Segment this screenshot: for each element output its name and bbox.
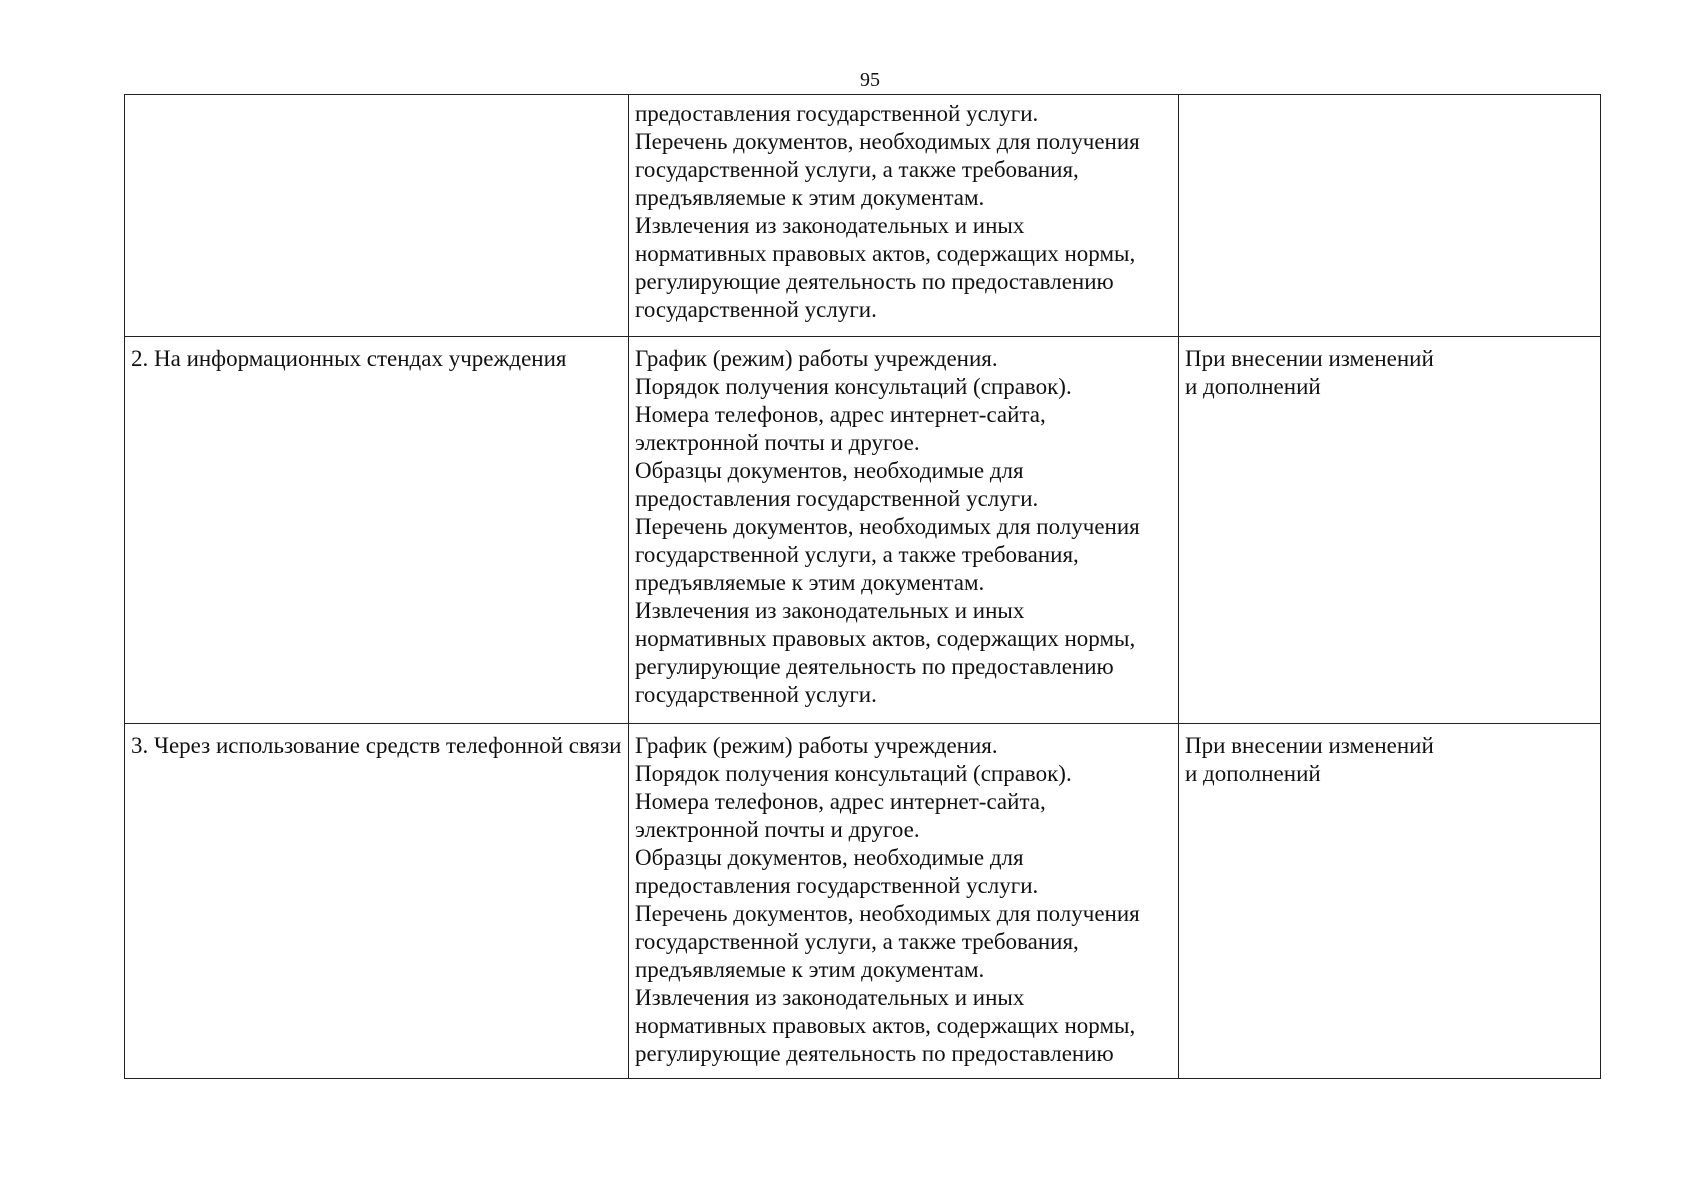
page-number: 95: [860, 69, 880, 91]
content-line: предъявляемые к этим документам.: [635, 570, 985, 595]
content-line: предоставления государственной услуги.: [635, 101, 1039, 126]
content-line: государственной услуги, а также требования,: [635, 542, 1079, 567]
update-frequency-line: и дополнений: [1185, 374, 1321, 399]
content-line: электронной почты и другое.: [635, 430, 920, 455]
content-line: предъявляемые к этим документам.: [635, 185, 985, 210]
content-line: нормативных правовых актов, содержащих нормы,: [635, 1013, 1136, 1038]
table-row: [125, 724, 1601, 1079]
content-line: Перечень документов, необходимых для получения: [635, 514, 1140, 539]
content-line: Порядок получения консультаций (справок).: [635, 761, 1072, 786]
table-row: [125, 95, 1601, 337]
content-line: Перечень документов, необходимых для получения: [635, 901, 1140, 926]
content-line: Номера телефонов, адрес интернет-сайта,: [635, 789, 1046, 814]
content-line: нормативных правовых актов, содержащих нормы,: [635, 626, 1136, 651]
content-line: предъявляемые к этим документам.: [635, 957, 985, 982]
content-line: Извлечения из законодательных и иных: [635, 213, 1025, 238]
content-line: государственной услуги, а также требования,: [635, 157, 1079, 182]
content-line: График (режим) работы учреждения.: [635, 733, 998, 758]
update-frequency-line: При внесении изменений: [1185, 733, 1434, 758]
information-table: [124, 94, 1601, 1079]
update-frequency-cell: [1179, 337, 1601, 724]
content-line: государственной услуги.: [635, 297, 877, 322]
content-line: Образцы документов, необходимые для: [635, 458, 1024, 483]
update-frequency-cell: [1179, 95, 1601, 337]
content-cell: [629, 724, 1179, 1079]
content-line: Извлечения из законодательных и иных: [635, 985, 1025, 1010]
update-frequency-line: При внесении изменений: [1185, 346, 1434, 371]
content-line: государственной услуги.: [635, 682, 877, 707]
content-line: Перечень документов, необходимых для получения: [635, 129, 1140, 154]
content-line: государственной услуги, а также требования,: [635, 929, 1079, 954]
method-cell: [125, 724, 629, 1079]
method-cell: [125, 337, 629, 724]
content-line: Порядок получения консультаций (справок).: [635, 374, 1072, 399]
table-row: [125, 337, 1601, 724]
content-line: регулирующие деятельность по предоставлению: [635, 269, 1114, 294]
method-text: 2. На информационных стендах учреждения: [131, 346, 567, 371]
content-line: предоставления государственной услуги.: [635, 486, 1039, 511]
content-line: электронной почты и другое.: [635, 817, 920, 842]
content-line: Извлечения из законодательных и иных: [635, 598, 1025, 623]
content-line: Номера телефонов, адрес интернет-сайта,: [635, 402, 1046, 427]
update-frequency-cell: [1179, 724, 1601, 1079]
content-line: регулирующие деятельность по предоставлению: [635, 1041, 1114, 1066]
content-line: График (режим) работы учреждения.: [635, 346, 998, 371]
content-line: Образцы документов, необходимые для: [635, 845, 1024, 870]
method-text: 3. Через использование средств телефонной связи: [131, 733, 622, 758]
content-line: регулирующие деятельность по предоставлению: [635, 654, 1114, 679]
content-line: предоставления государственной услуги.: [635, 873, 1039, 898]
method-cell: [125, 95, 629, 337]
content-line: нормативных правовых актов, содержащих нормы,: [635, 241, 1136, 266]
content-cell: [629, 337, 1179, 724]
update-frequency-line: и дополнений: [1185, 761, 1321, 786]
content-cell: [629, 95, 1179, 337]
